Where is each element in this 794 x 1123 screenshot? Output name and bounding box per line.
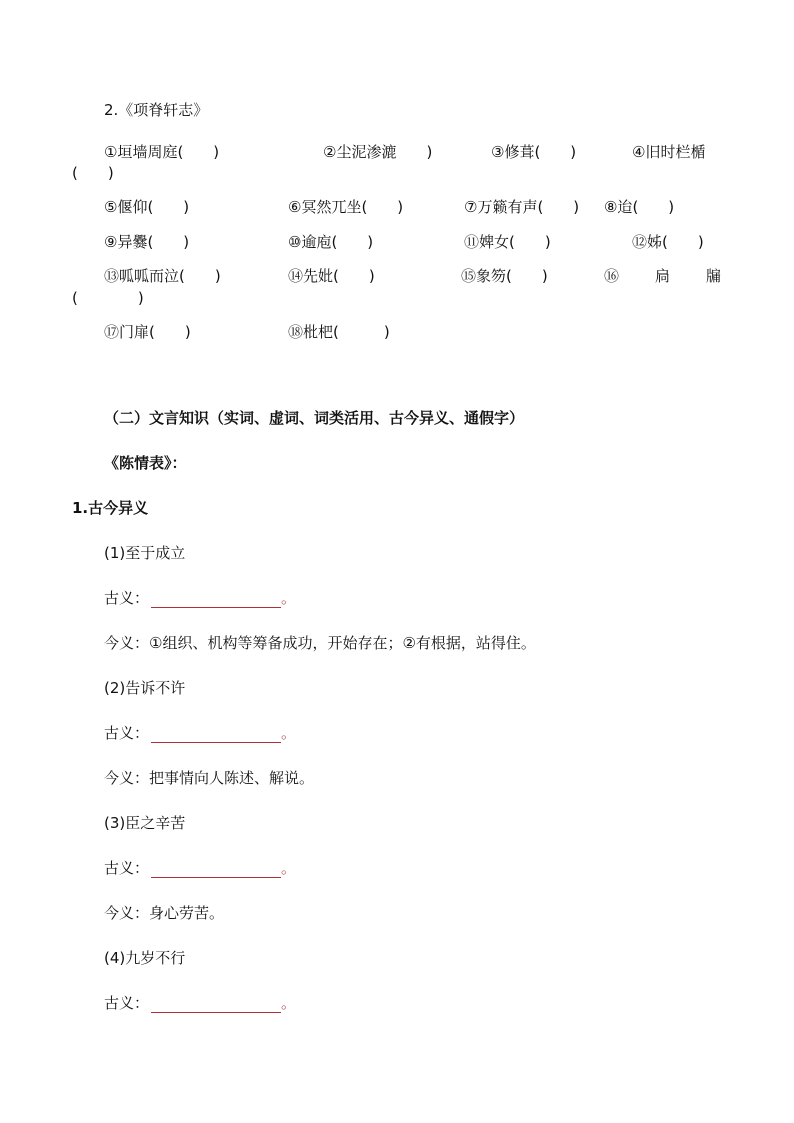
vocab-item-continuation: ( ) — [72, 164, 114, 182]
period: 。 — [281, 589, 297, 607]
ancient-meaning — [104, 858, 296, 878]
period: 。 — [281, 859, 297, 877]
vocab-item: ⑥冥然兀坐( ) — [288, 198, 404, 216]
ancient-label: 古义： — [104, 589, 150, 607]
ancient-label: 古义： — [104, 724, 150, 742]
vocab-item: ⑪婢女( ) — [464, 233, 551, 251]
modern-meaning: 今义：把事情向人陈述、解说。 — [104, 769, 315, 787]
vocab-item: ⑨异爨( ) — [104, 233, 190, 251]
vocab-item: ⑰门扉( ) — [104, 323, 191, 341]
ancient-label: 古义： — [104, 859, 150, 877]
ancient-meaning — [104, 993, 296, 1013]
vocab-item: ⑩逾庖( ) — [288, 233, 374, 251]
vocab-item: ⑦万籁有声( ) — [464, 198, 580, 216]
ancient-meaning — [104, 588, 296, 608]
term: (3)臣之辛苦 — [104, 814, 186, 832]
modern-meaning: 今义：①组织、机构等筹备成功，开始存在；②有根据，站得住。 — [104, 634, 536, 652]
modern-meaning: 今义：身心劳苦。 — [104, 904, 225, 922]
vocab-item: ②尘泥渗漉 ) — [323, 143, 433, 161]
vocab-item: ④旧时栏楯 — [632, 143, 706, 161]
period: 。 — [281, 994, 297, 1012]
vocab-item: ⑤偃仰( ) — [104, 198, 190, 216]
vocab-item: ⑬呱呱而泣( ) — [104, 267, 221, 285]
answer-blank[interactable] — [151, 727, 281, 743]
vocab-item-number: ⑯ — [604, 267, 620, 285]
vocab-item: ③修葺( ) — [491, 143, 577, 161]
vocab-item: ①垣墙周庭( ) — [104, 143, 220, 161]
sub-heading: 《陈情表》： — [104, 454, 187, 472]
term: (4)九岁不行 — [104, 949, 186, 967]
answer-blank[interactable] — [151, 592, 281, 608]
section-heading: （二）文言知识（实词、虚词、词类活用、古今异义、通假字） — [104, 409, 525, 427]
vocab-item: ⑫姊( ) — [632, 233, 704, 251]
ancient-label: 古义： — [104, 994, 150, 1012]
vocab-item-char: 牖 — [706, 267, 722, 285]
answer-blank[interactable] — [151, 997, 281, 1013]
period: 。 — [281, 724, 297, 742]
vocab-item: ⑧迨( ) — [604, 198, 675, 216]
vocab-item-char: 扃 — [655, 267, 671, 285]
term: (1)至于成立 — [104, 544, 186, 562]
vocab-item: ⑮象笏( ) — [461, 267, 548, 285]
vocab-item: ⑱枇杷( ) — [288, 323, 390, 341]
term: (2)告诉不许 — [104, 679, 186, 697]
vocab-item-continuation: ( ) — [72, 289, 144, 307]
section-title: 2.《项脊轩志》 — [104, 101, 209, 119]
vocab-item: ⑭先妣( ) — [288, 267, 375, 285]
answer-blank[interactable] — [151, 862, 281, 878]
ancient-meaning — [104, 723, 296, 743]
list-title: 1.古今异义 — [72, 499, 149, 517]
